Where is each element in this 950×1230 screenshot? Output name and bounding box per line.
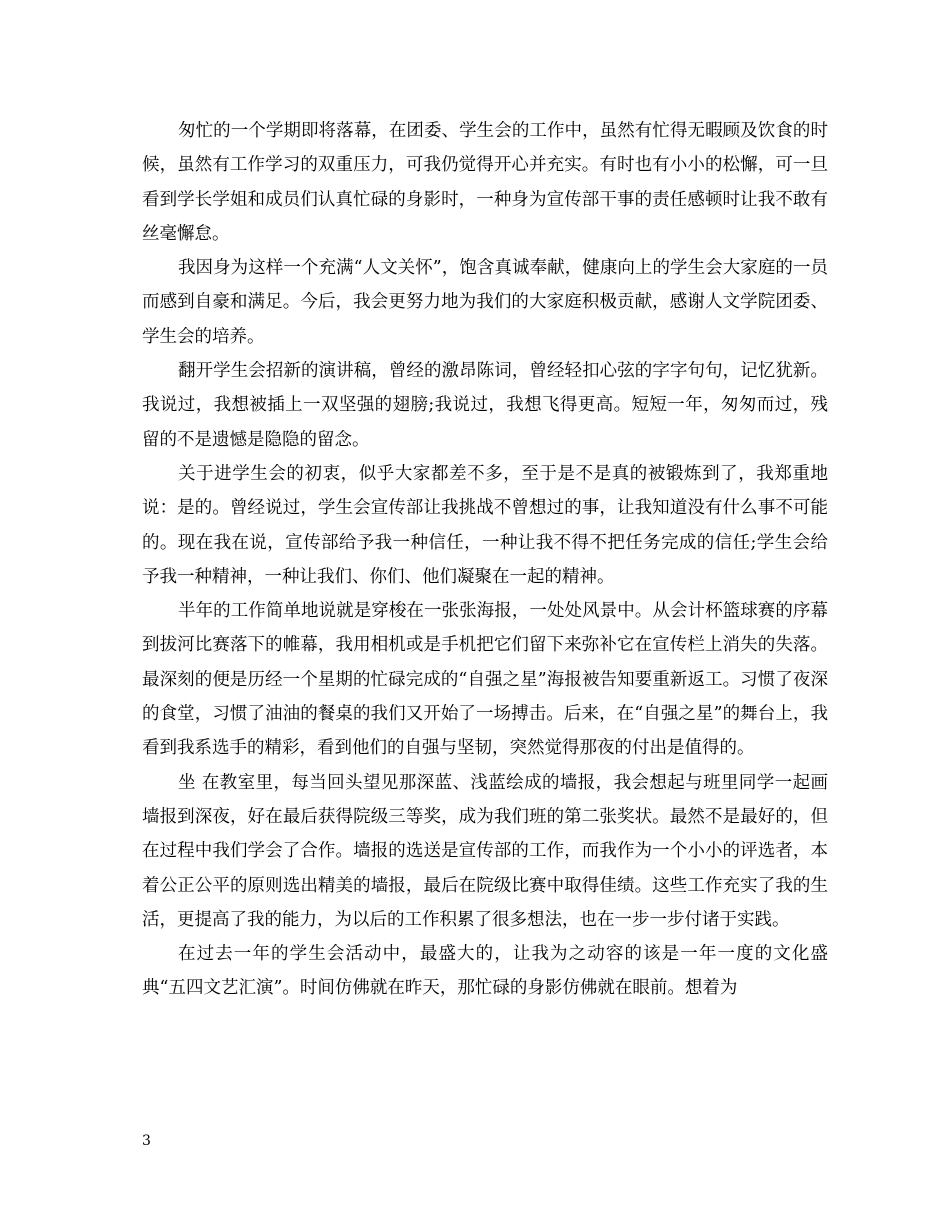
paragraph-6: 坐 在教室里，每当回头望见那深蓝、浅蓝绘成的墙报，我会想起与班里同学一起画墙报到深夜，好在最后获得院级三等奖，成为我们班的第二张奖状。最然不是最好的，但在过程中我们学会了合作。墙报的选送是宣传部的工作，而我作为一个小小的评选者，本着公正公平的原则选出精美的墙报，最后在院级比赛中取得佳绩。这些工作充实了我的生活，更提高了我的能力，为以后的工作积累了很多想法，也在一步一步付诸于实践。 xyxy=(142,772,828,930)
paragraph-2: 我因身为这样一个充满“人文关怀”，饱含真诚奉献，健康向上的学生会大家庭的一员而感到自豪和满足。今后，我会更努力地为我们的大家庭积极贡献，感谢人文学院团委、学生会的培养。 xyxy=(142,258,828,347)
paragraph-3: 翻开学生会招新的演讲稿，曾经的激昂陈词，曾经轻扣心弦的字字句句，记忆犹新。我说过，我想被插上一双坚强的翅膀;我说过，我想飞得更高。短短一年，匆匆而过，残留的不是遗憾是隐隐的留念。 xyxy=(142,361,828,450)
paragraph-5: 半年的工作简单地说就是穿梭在一张张海报，一处处风景中。从会计杯篮球赛的序幕到拔河比赛落下的帷幕，我用相机或是手机把它们留下来弥补它在宣传栏上消失的失落。最深刻的便是历经一个星期的忙碌完成的“自强之星”海报被告知要重新返工。习惯了夜深的食堂，习惯了油油的餐桌的我们又开始了一场搏击。后来，在“自强之星”的舞台上，我看到我系选手的精彩，看到他们的自强与坚韧，突然觉得那夜的付出是值得的。 xyxy=(142,601,828,759)
paragraph-1: 匆忙的一个学期即将落幕，在团委、学生会的工作中，虽然有忙得无暇顾及饮食的时候，虽然有工作学习的双重压力，可我仍觉得开心并充实。有时也有小小的松懈，可一旦看到学长学姐和成员们认真忙碌的身影时，一种身为宣传部干事的责任感顿时让我不敢有丝毫懈怠。 xyxy=(142,121,828,244)
paragraph-7: 在过去一年的学生会活动中，最盛大的，让我为之动容的该是一年一度的文化盛典“五四文艺汇演”。时间仿佛就在昨天，那忙碌的身影仿佛就在眼前。想着为 xyxy=(142,944,828,999)
body-text xyxy=(142,114,828,1006)
page-number: 3 xyxy=(142,1133,151,1149)
paragraph-4: 关于进学生会的初衷，似乎大家都差不多，至于是不是真的被锻炼到了，我郑重地说：是的。曾经说过，学生会宣传部让我挑战不曾想过的事，让我知道没有什么事不可能的。现在我在说，宣传部给予我一种信任，一种让我不得不把任务完成的信任;学生会给予我一种精神，一种让我们、你们、他们凝聚在一起的精神。 xyxy=(142,463,828,587)
